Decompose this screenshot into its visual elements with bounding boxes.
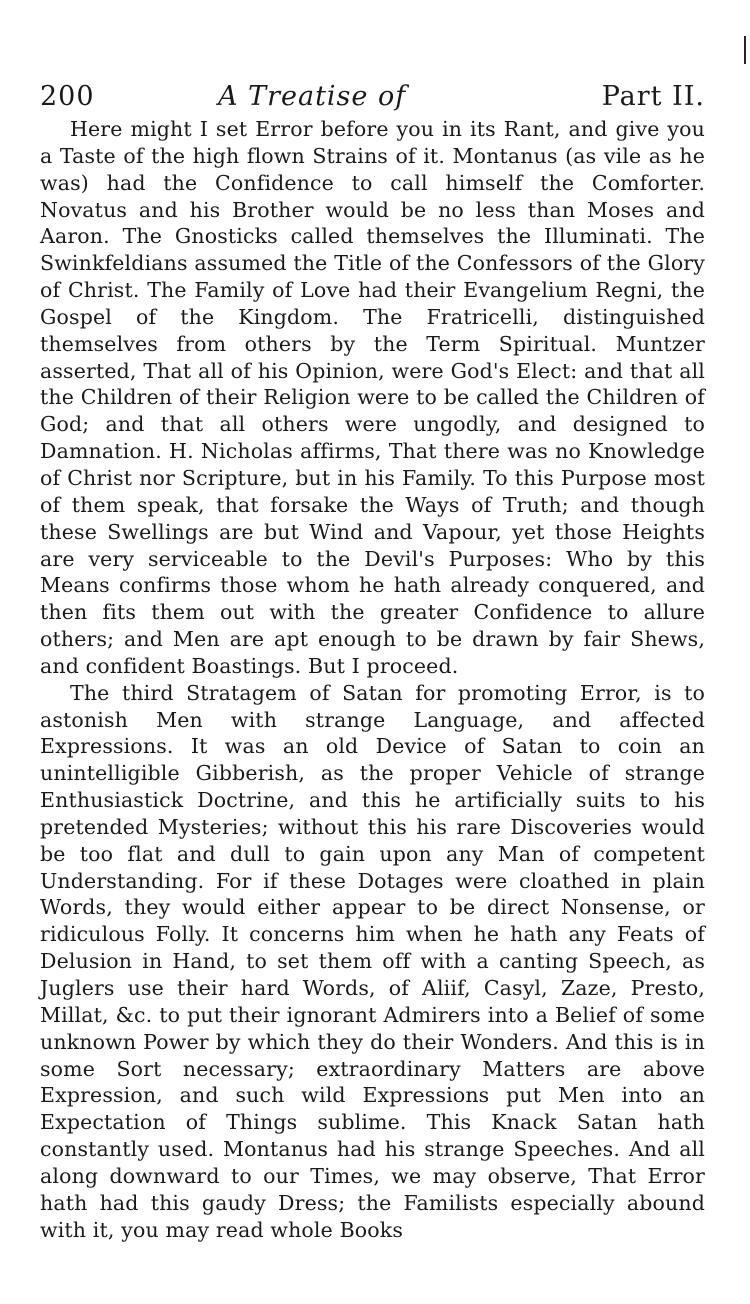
book-page [40,78,705,1243]
header-title: A Treatise of [218,81,407,112]
header-part: Part II. [601,81,705,112]
paragraph-third-stratagem: The third Stratagem of Satan for promoting Error, is to astonish Men with strange Language, and affected Expressions. It was an old Device of Satan to coin an unintelligible Gibberish, as the proper Vehicle of strange Enthusiastick Doctrine, and this he artificially suits to his pretended Mysteries; without this his rare Discoveries would be too flat and dull to gain upon any Man of competent Understanding. For if these Dotages were cloathed in plain Words, they would either appear to be direct Nonsense, or ridiculous Folly. It concerns him when he hath any Feats of Delusion in Hand, to set them off with a canting Speech, as Juglers use their hard Words, of Aliif, Casyl, Zaze, Presto, Millat, &c. to put their ignorant Admirers into a Belief of some unknown Power by which they do their Wonders. And this is in some Sort necessary; extraordinary Matters are above Expression, and such wild Expressions put Men into an Expectation of Things sublime. This Knack Satan hath constantly used. Montanus had his strange Speeches. And all along downward to our Times, we may observe, That Error hath had this gaudy Dress; the Familists especially abound with it, you may read whole Books [40,680,705,1242]
paragraph-rant: Here might I set Error before you in its Rant, and give you a Taste of the high flown Strains of it. Montanus (as vile as he was) had the Confidence to call himself the Comforter. Novatus and his Brother would be no less than Moses and Aaron. The Gnosticks called themselves the Illuminati. The Swinkfeldians assumed the Title of the Confessors of the Glory of Christ. The Family of Love had their Evangelium Regni, the Gospel of the Kingdom. The Fratricelli, distinguished themselves from others by the Term Spiritual. Muntzer asserted, That all of his Opinion, were God's Elect: and that all the Children of their Religion were to be called the Children of God; and that all others were ungodly, and designed to Damnation. H. Nicholas affirms, That there was no Knowledge of Christ nor Scripture, but in his Family. To this Purpose most of them speak, that forsake the Ways of Truth; and though these Swellings are but Wind and Vapour, yet those Heights are very serviceable to the Devil's Purposes: Who by this Means confirms those whom he hath already conquered, and then fits them out with the greater Confidence to allure others; and Men are apt enough to be drawn by fair Shews, and confident Boastings. But I proceed. [40,117,705,678]
page-number: 200 [40,81,95,112]
running-head [40,78,705,116]
page-edge-mark [744,36,746,64]
